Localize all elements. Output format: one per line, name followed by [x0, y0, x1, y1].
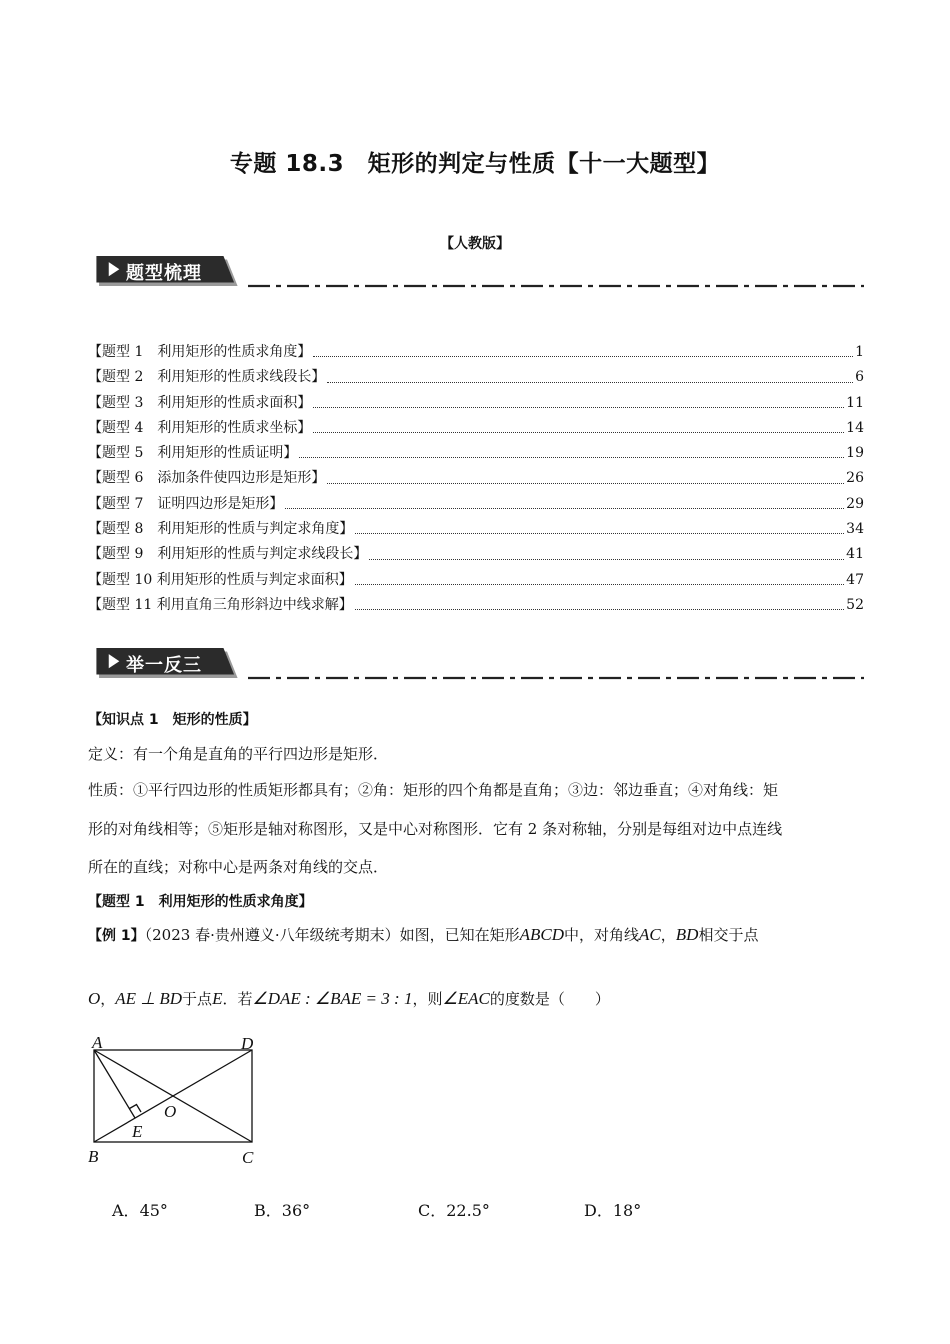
example-label: 【例 1】: [88, 928, 145, 944]
toc-leader-dots: [355, 533, 844, 534]
label-d: D: [241, 1034, 254, 1053]
toc-page-number: 29: [846, 495, 864, 512]
toc-leader-dots: [285, 508, 844, 509]
option-letter: C．: [418, 1201, 447, 1220]
option-b[interactable]: [254, 1198, 310, 1221]
toc-page-number: 1: [855, 344, 864, 360]
point-o: O: [88, 989, 101, 1008]
toc-leader-dots: [313, 407, 844, 408]
diagonal-ac: AC: [639, 925, 661, 944]
practice-banner: [88, 648, 864, 682]
point-e: E: [212, 989, 223, 1008]
toc-page-number: 34: [846, 521, 864, 538]
example-text: 于点: [182, 990, 213, 1008]
toc-entry[interactable]: [88, 517, 864, 542]
toc-entry-title: 【题型 10 利用矩形的性质与判定求面积】: [88, 571, 353, 588]
example-source: （2023 春·贵州遵义·八年级统考期末）如图，已知在矩形: [144, 926, 520, 944]
option-letter: A．: [112, 1201, 140, 1220]
example-text: ．若: [222, 990, 253, 1008]
toc-entry[interactable]: [88, 441, 864, 466]
toc-page-number: 11: [846, 394, 864, 411]
type1-heading: 【题型 1 利用矩形的性质求角度】: [88, 894, 313, 910]
toc-entry-title: 【题型 5 利用矩形的性质证明】: [88, 445, 298, 462]
toc-banner: [88, 256, 864, 290]
definition-text: 定义：有一个角是直角的平行四边形是矩形．: [88, 745, 389, 763]
example-text: 的度数是（ ）: [489, 990, 610, 1008]
option-value: 18°: [612, 1201, 642, 1220]
example-text: ，: [660, 926, 676, 944]
toc-leader-dots: [299, 457, 844, 458]
perpendicular-condition: AE ⊥ BD: [115, 989, 183, 1008]
toc-entry[interactable]: [88, 542, 864, 567]
toc-entry[interactable]: [88, 416, 864, 441]
example-text: 中，对角线: [564, 926, 640, 944]
toc-entry-title: 【题型 4 利用矩形的性质求坐标】: [88, 419, 312, 436]
example-line-1: [88, 924, 863, 945]
example-line-2: [88, 988, 863, 1009]
label-b: B: [88, 1147, 99, 1166]
example-text: ，: [100, 990, 116, 1008]
toc-leader-dots: [327, 382, 853, 383]
dash-rule: [248, 283, 864, 289]
label-e: E: [132, 1122, 143, 1141]
option-c[interactable]: [418, 1198, 490, 1221]
toc-entry[interactable]: [88, 568, 864, 593]
toc-leader-dots: [313, 356, 853, 357]
option-value: 22.5°: [446, 1201, 490, 1220]
option-a[interactable]: [112, 1198, 168, 1221]
option-value: 45°: [139, 1201, 168, 1220]
example-text: ，则: [412, 990, 443, 1008]
toc-entry-title: 【题型 8 利用矩形的性质与判定求角度】: [88, 521, 354, 538]
knowledge-heading: 【知识点 1 矩形的性质】: [88, 712, 257, 728]
toc-entry[interactable]: [88, 340, 864, 365]
option-value: 36°: [281, 1201, 311, 1220]
table-of-contents: [88, 340, 864, 618]
toc-leader-dots: [313, 432, 844, 433]
properties-line-2: 形的对角线相等；⑤矩形是轴对称图形，又是中心对称图形．它有 2 条对称轴，分别是每组对边中点连线: [88, 820, 783, 838]
dash-rule: [248, 675, 864, 681]
diagonal-bd: BD: [675, 925, 699, 944]
toc-leader-dots: [355, 584, 844, 585]
edition-label: 【人教版】: [440, 236, 510, 252]
label-c: C: [242, 1148, 254, 1167]
label-a: A: [92, 1033, 103, 1052]
toc-entry[interactable]: [88, 492, 864, 517]
toc-entry[interactable]: [88, 466, 864, 491]
toc-leader-dots: [355, 609, 844, 610]
toc-entry-title: 【题型 7 证明四边形是矩形】: [88, 495, 284, 512]
banner-label: 题型梳理: [126, 263, 202, 284]
toc-entry-title: 【题型 3 利用矩形的性质求面积】: [88, 394, 312, 411]
toc-entry-title: 【题型 1 利用矩形的性质求角度】: [88, 344, 312, 360]
banner-label: 举一反三: [126, 655, 202, 676]
toc-page-number: 52: [846, 596, 864, 613]
toc-page-number: 14: [846, 419, 864, 436]
toc-entry-title: 【题型 9 利用矩形的性质与判定求线段长】: [88, 546, 368, 563]
option-letter: B．: [254, 1201, 282, 1220]
toc-leader-dots: [369, 559, 844, 560]
toc-entry[interactable]: [88, 365, 864, 390]
properties-line-1: 性质：①平行四边形的性质矩形都具有；②角：矩形的四个角都是直角；③边：邻边垂直；④对角线：矩: [88, 781, 779, 799]
rectangle-figure: [84, 1032, 274, 1172]
toc-page-number: 19: [846, 445, 864, 462]
properties-line-3: 所在的直线；对称中心是两条对角线的交点．: [88, 858, 389, 876]
toc-page-number: 6: [855, 369, 864, 386]
toc-entry-title: 【题型 2 利用矩形的性质求线段长】: [88, 369, 326, 386]
option-d[interactable]: [584, 1198, 641, 1221]
example-text: 相交于点: [698, 926, 759, 944]
perpendicular-ae-line: [94, 1050, 135, 1118]
rect-name: ABCD: [519, 925, 564, 944]
toc-entry[interactable]: [88, 391, 864, 416]
angle-ratio: ∠DAE : ∠BAE = 3 : 1: [252, 989, 413, 1008]
toc-leader-dots: [327, 483, 844, 484]
toc-page-number: 47: [846, 571, 864, 588]
page-title: 专题 18.3 矩形的判定与性质【十一大题型】: [229, 151, 721, 177]
toc-entry-title: 【题型 11 利用直角三角形斜边中线求解】: [88, 596, 353, 613]
toc-entry[interactable]: [88, 593, 864, 618]
toc-page-number: 41: [846, 546, 864, 563]
toc-entry-title: 【题型 6 添加条件使四边形是矩形】: [88, 470, 326, 487]
toc-page-number: 26: [846, 470, 864, 487]
angle-eac: ∠EAC: [442, 989, 490, 1008]
option-letter: D．: [584, 1201, 613, 1220]
label-o: O: [164, 1102, 177, 1121]
